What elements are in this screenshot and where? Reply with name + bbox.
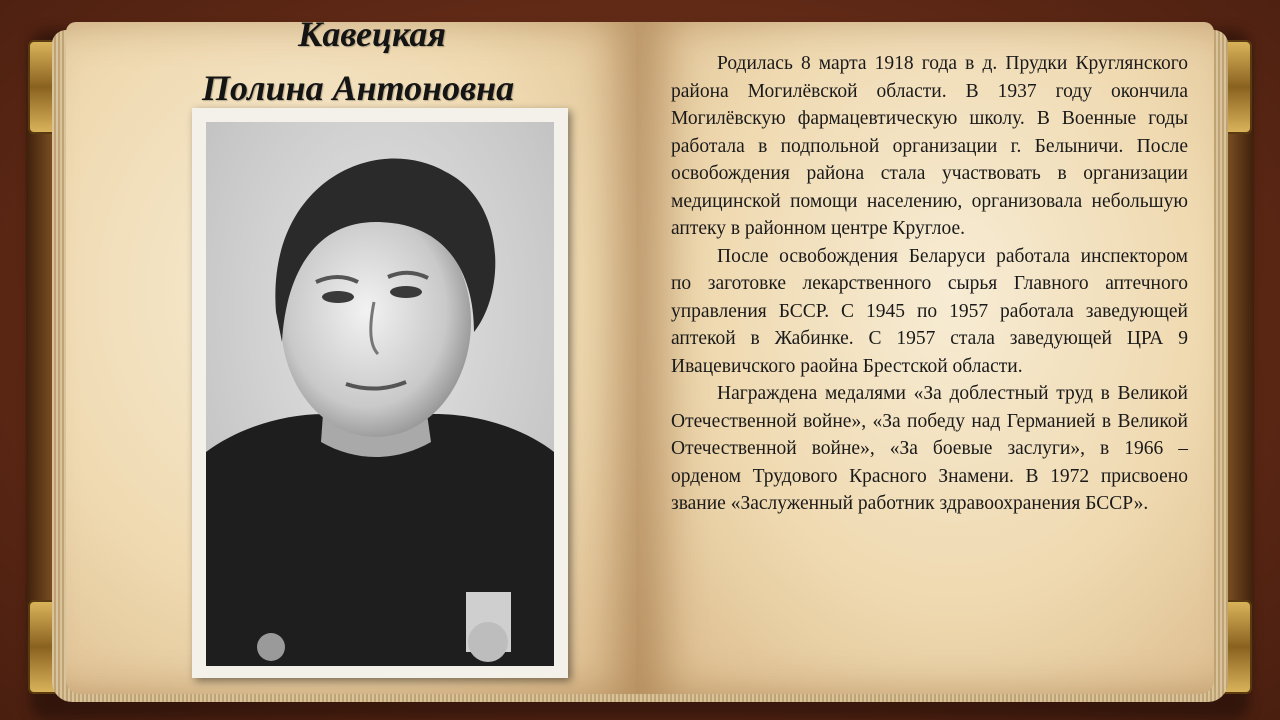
biography-paragraph-2: После освобождения Беларуси работала инспектором по заготовке лекарственного сырья Главного аптечного управления БССР. С 1945 по 1957 работала заведующей аптекой в Жабинке. С 1957 стала заведующей ЦРА 9 Ивацевичского раойна Брестской области. xyxy=(671,245,1188,377)
title-given-names: Полина Антоновна xyxy=(202,68,515,108)
biography-text xyxy=(671,50,1188,518)
portrait-photo-icon xyxy=(206,122,554,666)
photo-frame xyxy=(192,108,568,678)
person-name-title xyxy=(200,14,620,108)
biography-paragraph-3: Награждена медалями «За доблестный труд в Великой Отечественной войне», «За победу над Германией в Великой Отечественной войне», «За боевые заслуги», в 1966 – орденом Трудового Красного Знамени. В 1972 присвоено звание «Заслуженный работник здравоохранения БССР». xyxy=(671,383,1188,514)
portrait-photo xyxy=(206,122,554,666)
biography-paragraph-1: Родилась 8 марта 1918 года в д. Прудки Круглянского района Могилёвской области. В 1937 году окончила Могилёвскую фармацевтическую школу. В Военные годы работала в подпольной организации г. Белыничи. После освобождения района стала участвовать в организации медицинской помощи населению, организовала небольшую аптеку в районном центре Круглое. xyxy=(671,53,1188,239)
title-surname: Кавецкая xyxy=(298,14,446,54)
